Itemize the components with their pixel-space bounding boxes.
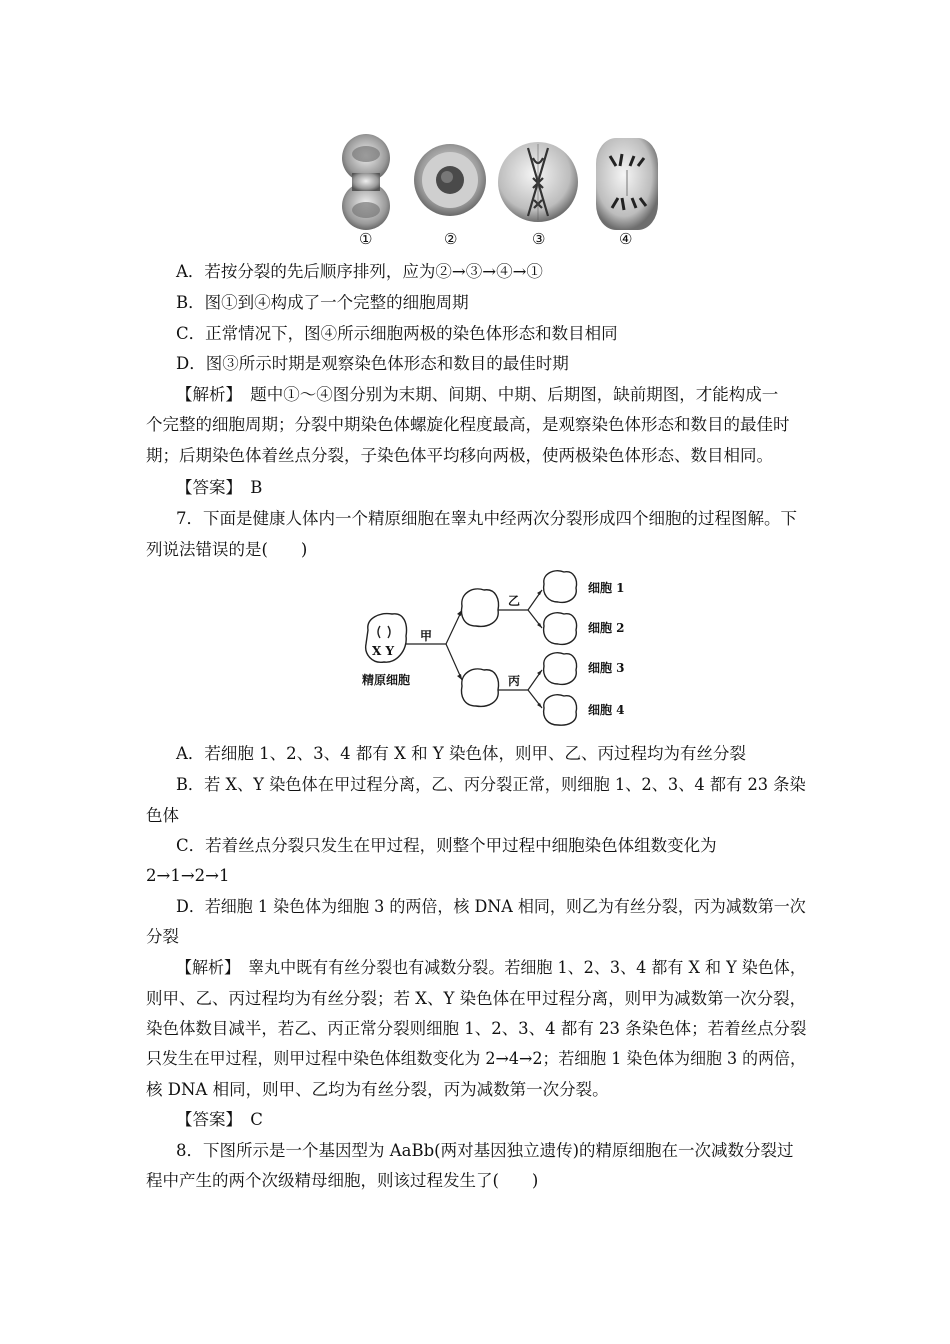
q6-option-d: D．图③所示时期是观察染色体形态和数目的最佳时期 (176, 354, 569, 373)
q6-analysis-line-3: 期；后期染色体着丝点分裂，子染色体平均移向两极，使两极染色体形态、数目相同。 (146, 446, 773, 465)
step-bing-label: 丙 (508, 674, 521, 688)
q6-analysis-line-1: 【解析】 题中①～④图分别为末期、间期、中期、后期图，缺前期图，才能构成一 (176, 385, 779, 404)
q7-stem-line-1: 7．下面是健康人体内一个精原细胞在睾丸中经两次分裂形成四个细胞的过程图解。下 (176, 509, 797, 528)
q7-analysis-line-3: 染色体数目减半，若乙、丙正常分裂则细胞 1、2、3、4 都有 23 条染色体；若着丝点分裂 (146, 1019, 807, 1038)
q7-analysis-line-1: 【解析】 睾丸中既有有丝分裂也有减数分裂。若细胞 1、2、3、4 都有 X 和 Y 染色体， (176, 958, 806, 977)
q6-answer: 【答案】 B (176, 478, 263, 497)
figure-label-4: ④ (619, 230, 633, 248)
cell-2 (544, 613, 577, 645)
q6-option-a: A．若按分裂的先后顺序排列，应为②→③→④→① (176, 262, 543, 281)
q6-option-c: C．正常情况下，图④所示细胞两极的染色体形态和数目相同 (176, 324, 618, 343)
q7-option-d-line-2: 分裂 (146, 927, 179, 946)
q7-option-c-line-1: C．若着丝点分裂只发生在甲过程，则整个甲过程中细胞染色体组数变化为 (176, 836, 717, 855)
cell-1 (544, 571, 577, 603)
q6-analysis-line-2: 个完整的细胞周期；分裂中期染色体螺旋化程度最高，是观察染色体形态和数目的最佳时 (146, 415, 790, 434)
q7-analysis-line-5: 核 DNA 相同，则甲、乙均为有丝分裂，丙为减数第一次分裂。 (146, 1080, 609, 1099)
step-jia-label: 甲 (420, 629, 433, 643)
cell-4-label: 细胞 4 (588, 703, 625, 717)
q7-stem-line-2: 列说法错误的是( ) (146, 540, 308, 559)
cell-1-label: 细胞 1 (588, 581, 625, 595)
q7-answer: 【答案】 C (176, 1110, 263, 1129)
q7-option-c-line-2: 2→1→2→1 (146, 866, 230, 885)
q7-option-d-line-1: D．若细胞 1 染色体为细胞 3 的两倍，核 DNA 相同，则乙为有丝分裂，丙为减数第一次 (176, 897, 806, 916)
cell-2-label: 细胞 2 (588, 621, 625, 635)
figure-label-2: ② (444, 230, 458, 248)
cell-3-metaphase (498, 142, 578, 222)
q7-analysis-line-2: 则甲、乙、丙过程均为有丝分裂；若 X、Y 染色体在甲过程分离，则甲为减数第一次分裂， (146, 989, 807, 1008)
cell-division-figure (330, 128, 670, 248)
cell-3-label: 细胞 3 (588, 661, 625, 675)
spermatogonium-division-diagram (358, 568, 648, 728)
cell-4 (544, 695, 577, 725)
figure-label-3: ③ (532, 230, 546, 248)
cell-4-anaphase (596, 138, 658, 230)
cell-1-telophase (342, 134, 390, 230)
spermatogonium-label: 精原细胞 (362, 673, 411, 687)
q6-option-b: B．图①到④构成了一个完整的细胞周期 (176, 293, 469, 312)
secondary-cell-upper (462, 589, 499, 626)
q8-stem-line-1: 8．下图所示是一个基因型为 AaBb(两对基因独立遗传)的精原细胞在一次减数分裂过 (176, 1141, 794, 1160)
chromosome-xy-label: X Y (372, 644, 395, 658)
q7-option-b-line-1: B．若 X、Y 染色体在甲过程分离，乙、丙分裂正常，则细胞 1、2、3、4 都有 23 条染 (176, 775, 806, 794)
q7-option-a: A．若细胞 1、2、3、4 都有 X 和 Y 染色体，则甲、乙、丙过程均为有丝分裂 (176, 744, 747, 763)
figure-label-1: ① (359, 230, 373, 248)
cell-3 (544, 653, 577, 685)
q7-analysis-line-4: 只发生在甲过程，则甲过程中染色体组数变化为 2→4→2；若细胞 1 染色体为细胞 3 的两倍， (146, 1049, 806, 1068)
step-yi-label: 乙 (508, 594, 521, 608)
q7-option-b-line-2: 色体 (146, 806, 179, 825)
q8-stem-line-2: 程中产生的两个次级精母细胞，则该过程发生了( ) (146, 1171, 539, 1190)
cell-2-interphase (414, 144, 486, 216)
secondary-cell-lower (462, 669, 499, 706)
